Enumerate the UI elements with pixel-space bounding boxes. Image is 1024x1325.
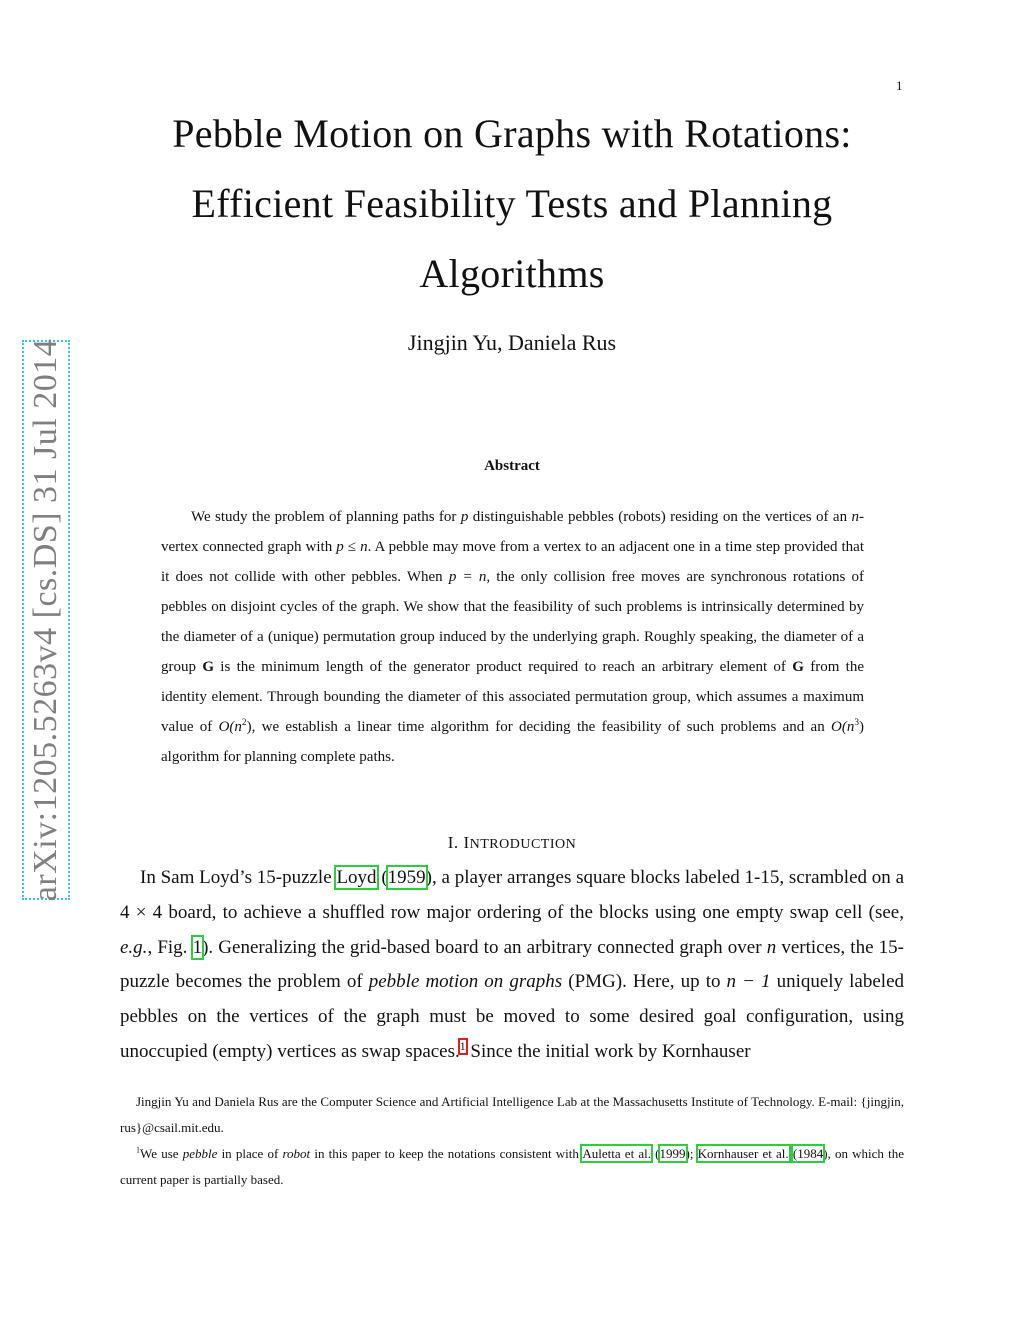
footnote-1: $^1$We use pebble in place of robot in this paper to keep the notations consistent with Auletta et al. (1999); Kornhauser et al. (1984), on which the current paper is partially based.	[120, 1145, 904, 1187]
arxiv-side-stamp[interactable]	[22, 340, 70, 900]
citation-link-auletta[interactable]: Auletta et al.	[582, 1146, 651, 1161]
abstract-body: We study the problem of planning paths for p distinguishable pebbles (robots) residing on the vertices of an n-vertex connected graph with p ≤ n. A pebble may move from a vertex to an adjacent one in a time step provided that it does not collide with other pebbles. When p = n, the only collision free moves are synchronous rotations of pebbles on disjoint cycles of the graph. We show that the feasibility of such problems is intrinsically determined by the diameter of a (unique) permutation group induced by the underlying graph. Roughly speaking, the diameter of a group G is the minimum length of the generator product required to reach an arbitrary element of G from the identity element. Through bounding the diameter of this associated permutation group, which assumes a maximum value of $O(n^2)$, we establish a linear time algorithm for deciding the feasibility of such problems and an $O(n^3)$ algorithm for planning complete paths.	[161, 509, 865, 765]
citation-link-kornhauser-year[interactable]: (1984	[792, 1146, 824, 1161]
footnotes	[120, 1089, 904, 1193]
math-n: n	[851, 509, 859, 525]
abstract-heading: Abstract	[484, 458, 540, 474]
introduction-paragraph: In Sam Loyd’s 15-puzzle Loyd (1959), a player arranges square blocks labeled 1-15, scrambled on a 4 × 4 board, to achieve a shuffled row major ordering of the blocks using one empty swap cell (see, e.g., Fig. 1). Generalizing the grid-based board to an arbitrary connected graph over n vertices, the 15-puzzle becomes the problem of pebble motion on graphs (PMG). Here, up to n − 1 uniquely labeled pebbles on the vertices of the graph must be moved to some desired goal configuration, using unoccupied (empty) vertices as swap spaces.$^1$ Since the initial work by Kornhauser	[120, 867, 905, 1062]
math-condition-p-eq-n: p = n	[448, 569, 487, 585]
footnote-marker: 1	[136, 1145, 141, 1155]
citation-link-kornhauser[interactable]: Kornhauser et al.	[697, 1146, 789, 1161]
arxiv-identifier: arXiv:1205.5263v4 [cs.DS] 31 Jul 2014	[27, 338, 64, 902]
math-condition-p-le-n: p ≤ n	[336, 539, 368, 555]
section-heading-introduction: I. INTRODUCTION	[447, 833, 577, 852]
math-bound-o-n2: O(n	[218, 719, 242, 735]
paper-title-line-2: Efficient Feasibility Tests and Planning	[191, 181, 833, 226]
author-list: Jingjin Yu, Daniela Rus	[407, 330, 617, 355]
citation-link-loyd-year[interactable]: 1959	[387, 867, 426, 888]
math-group-g: G	[792, 659, 804, 675]
paper-title-line-1: Pebble Motion on Graphs with Rotations:	[172, 111, 852, 156]
affiliation-footnote: Jingjin Yu and Daniela Rus are the Computer Science and Artificial Intelligence Lab at the Massachusetts Institute of Technology. E-mail: {jingjin, rus}@csail.mit.edu.	[120, 1094, 904, 1135]
footnote-link-1[interactable]: 1	[459, 1039, 466, 1053]
paper-title-line-3: Algorithms	[419, 251, 605, 296]
math-bound-o-n3: O(n	[831, 719, 855, 735]
math-p: p	[460, 509, 469, 525]
term-pmg: pebble motion on graphs	[368, 971, 563, 993]
citation-link-loyd[interactable]: Loyd	[336, 867, 377, 888]
math-group-g: G	[202, 659, 214, 675]
citation-link-auletta-year[interactable]: 1999	[659, 1146, 686, 1161]
page-number: 1	[896, 78, 903, 93]
figure-link-1[interactable]: 1	[192, 936, 203, 958]
